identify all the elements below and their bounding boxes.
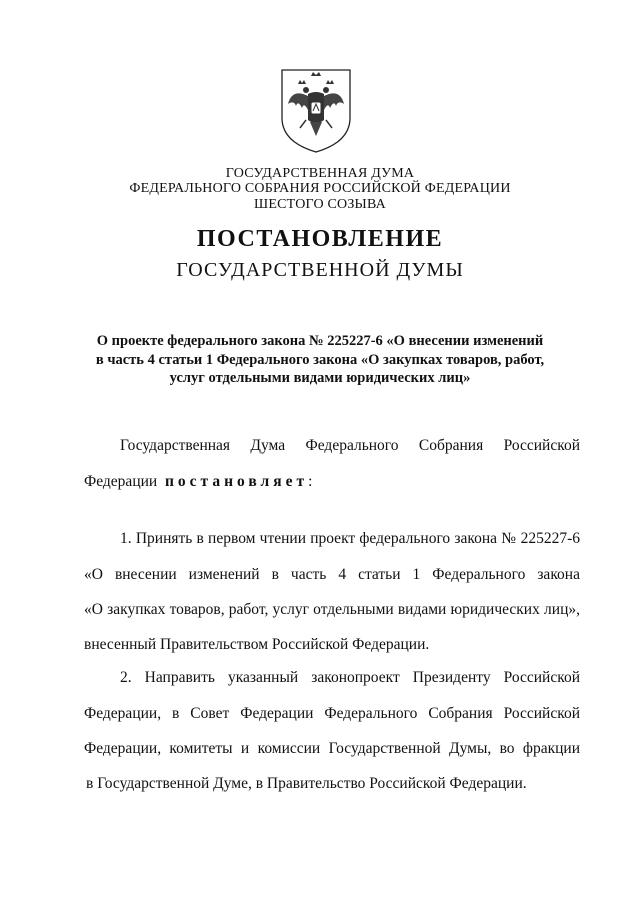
preamble-prefix: Федерации: [84, 473, 158, 490]
item-2-line-4: в Государственной Думе, в Правительство Российской Федерации.: [86, 775, 527, 792]
subject-line-2: в часть 4 статьи 1 Федерального закона «О закупках товаров, работ,: [95, 352, 545, 368]
item-1-line-1: 1. Принять в первом чтении проект федерального закона № 225227-6: [120, 530, 580, 547]
item-2-line-1: 2. Направить указанный законопроект Президенту Российской: [120, 669, 580, 686]
preamble-line-1: Государственная Дума Федерального Собрания Российской: [120, 437, 580, 454]
document-subtitle: ГОСУДАРСТВЕННОЙ ДУМЫ: [176, 259, 464, 281]
document-title: ПОСТАНОВЛЕНИЕ: [196, 226, 444, 252]
item-1-line-2: «О внесении изменений в часть 4 статьи 1 Федерального закона: [84, 566, 580, 583]
header-line-3: ШЕСТОГО СОЗЫВА: [254, 197, 386, 212]
preamble-suffix: :: [308, 473, 313, 490]
item-1-line-4: внесенный Правительством Российской Федерации.: [84, 636, 430, 653]
item-2-line-2: Федерации, в Совет Федерации Федерального Собрания Российской: [84, 705, 580, 722]
subject-line-1: О проекте федерального закона № 225227-6 «О внесении изменений: [96, 333, 544, 349]
preamble-line-2: [84, 473, 312, 491]
resolves-word: постановляет: [164, 473, 309, 490]
header-line-2: ФЕДЕРАЛЬНОГО СОБРАНИЯ РОССИЙСКОЙ ФЕДЕРАЦИИ: [129, 181, 511, 196]
header-line-1: ГОСУДАРСТВЕННАЯ ДУМА: [225, 166, 415, 181]
coat-of-arms-emblem: [278, 66, 354, 154]
item-1-line-3: «О закупках товаров, работ, услуг отдельными видами юридических лиц»,: [84, 601, 580, 618]
item-2-line-3: Федерации, комитеты и комиссии Государственной Думы, во фракции: [84, 740, 580, 757]
subject-line-3: услуг отдельными видами юридических лиц»: [169, 370, 471, 386]
